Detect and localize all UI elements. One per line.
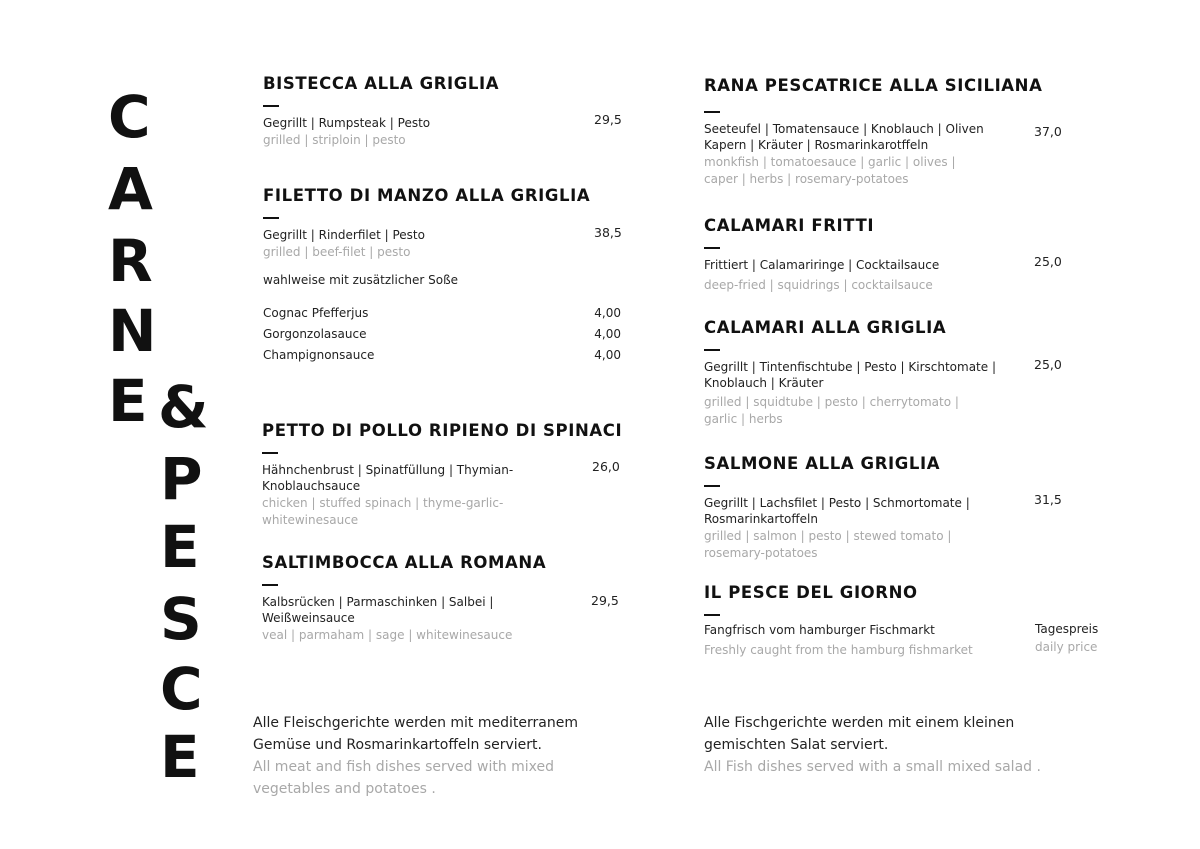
dish-description: Gegrillt | Rinderfilet | Pesto (263, 228, 425, 242)
note-line-en: vegetables and potatoes . (253, 781, 436, 797)
divider (263, 105, 279, 107)
dish-translation: grilled | beef-filet | pesto (263, 245, 411, 259)
dish-price: Tagespreis (1035, 622, 1099, 636)
divider (704, 247, 720, 249)
divider (262, 452, 278, 454)
dish-salmone (704, 454, 1064, 561)
note-line: Gemüse und Rosmarinkartoffeln serviert. (253, 737, 542, 753)
translation-line: monkfish | tomatoesauce | garlic | olives | (704, 155, 956, 169)
translation-line: chicken | stuffed spinach | thyme-garlic- (262, 496, 504, 510)
dish-price: 25,0 (1034, 254, 1062, 269)
divider (704, 614, 720, 616)
note-line: gemischten Salat serviert. (704, 737, 889, 753)
description-line: Rosmarinkartoffeln (704, 512, 818, 526)
dish-bistecca (263, 74, 623, 149)
dish-title: RANA PESCATRICE ALLA SICILIANA (704, 76, 1043, 95)
title-letter: C (160, 655, 203, 723)
dish-title: IL PESCE DEL GIORNO (704, 583, 918, 602)
sauce-price: 4,00 (594, 306, 621, 320)
dish-calamari-fritti (704, 216, 1064, 294)
dish-translation (262, 495, 622, 528)
dish-description (704, 359, 1064, 391)
dish-translation (704, 394, 1064, 427)
sauce-price: 4,00 (594, 348, 621, 362)
dish-description: Gegrillt | Rumpsteak | Pesto (263, 116, 431, 130)
dish-petto (262, 421, 622, 528)
divider (262, 584, 278, 586)
dish-price: 29,5 (591, 593, 619, 608)
dish-translation: Freshly caught from the hamburg fishmarket (704, 643, 973, 657)
fish-note (704, 712, 1084, 778)
dish-description (262, 462, 622, 494)
description-line: Gegrillt | Lachsfilet | Pesto | Schmortomate | (704, 496, 970, 510)
translation-line: grilled | squidtube | pesto | cherrytomato | (704, 395, 959, 409)
dish-price: 26,0 (592, 459, 620, 474)
description-line: Gegrillt | Tintenfischtube | Pesto | Kirschtomate | (704, 360, 996, 374)
dish-price-en: daily price (1035, 640, 1098, 654)
dish-title: PETTO DI POLLO RIPIENO DI SPINACI (262, 421, 623, 440)
note-line-en: All Fish dishes served with a small mixed salad . (704, 759, 1041, 775)
sauce-row (263, 327, 621, 341)
title-letter: E (160, 723, 200, 791)
dish-price: 37,0 (1034, 124, 1062, 139)
title-letter: E (160, 513, 200, 581)
dish-price: 38,5 (594, 225, 622, 240)
dish-title: CALAMARI ALLA GRIGLIA (704, 318, 947, 337)
dish-translation: deep-fried | squidrings | cocktailsauce (704, 278, 933, 292)
title-letter: & (158, 373, 209, 441)
divider (263, 217, 279, 219)
dish-title: CALAMARI FRITTI (704, 216, 875, 235)
title-letter: E (108, 367, 148, 435)
sauce-name: Cognac Pfefferjus (263, 306, 369, 320)
divider (704, 349, 720, 351)
dish-title: SALTIMBOCCA ALLA ROMANA (262, 553, 547, 572)
sauce-name: Champignonsauce (263, 348, 375, 362)
note-line: Alle Fleischgerichte werden mit mediterranem (253, 715, 578, 731)
dish-description: Fangfrisch vom hamburger Fischmarkt (704, 623, 935, 637)
title-letter: S (160, 585, 202, 653)
translation-line: whitewinesauce (262, 512, 359, 527)
dish-calamari-griglia (704, 318, 1064, 427)
description-line: Knoblauchsauce (262, 479, 361, 493)
dish-translation: veal | parmaham | sage | whitewinesauce (262, 628, 513, 642)
title-letter: R (108, 227, 153, 295)
title-letter: A (108, 155, 153, 223)
description-line: Weißweinsauce (262, 611, 355, 625)
description-line: Kalbsrücken | Parmaschinken | Salbei | (262, 595, 494, 609)
divider (704, 485, 720, 487)
dish-filetto (263, 186, 623, 261)
title-letter: C (108, 83, 151, 151)
title-letter: P (160, 445, 203, 513)
dish-title: FILETTO DI MANZO ALLA GRIGLIA (263, 186, 591, 205)
divider (704, 111, 720, 113)
meat-note (253, 712, 613, 800)
note-line: Alle Fischgerichte werden mit einem kleinen (704, 715, 1015, 731)
dish-translation: grilled | striploin | pesto (263, 133, 406, 147)
description-line: Knoblauch | Kräuter (704, 376, 824, 390)
title-letter: N (108, 297, 157, 365)
dish-translation (704, 154, 1064, 187)
sauce-row (263, 306, 621, 320)
dish-pesce-giorno (704, 583, 1034, 659)
translation-line: garlic | herbs (704, 411, 783, 426)
translation-line: grilled | salmon | pesto | stewed tomato | (704, 529, 952, 543)
description-line: Hähnchenbrust | Spinatfüllung | Thymian- (262, 463, 514, 477)
sauce-name: Gorgonzolasauce (263, 327, 367, 341)
dish-description (262, 594, 622, 626)
dish-translation (704, 528, 1064, 561)
option-note: wahlweise mit zusätzlicher Soße (263, 273, 459, 287)
dish-saltimbocca (262, 553, 622, 644)
dish-description (704, 495, 1064, 527)
dish-title: BISTECCA ALLA GRIGLIA (263, 74, 500, 93)
dish-description (704, 121, 1064, 153)
description-line: Kapern | Kräuter | Rosmarinkarotffeln (704, 138, 929, 152)
description-line: Seeteufel | Tomatensauce | Knoblauch | Oliven (704, 122, 984, 136)
dish-price: 29,5 (594, 112, 622, 127)
sauce-price: 4,00 (594, 327, 621, 341)
translation-line: rosemary-potatoes (704, 545, 818, 560)
dish-description: Frittiert | Calamariringe | Cocktailsauce (704, 258, 940, 272)
note-line-en: All meat and fish dishes served with mixed (253, 759, 555, 775)
dish-price: 31,5 (1034, 492, 1062, 507)
dish-price: 25,0 (1034, 357, 1062, 372)
dish-rana (704, 76, 1064, 187)
translation-line: caper | herbs | rosemary-potatoes (704, 171, 909, 186)
sauce-row (263, 348, 621, 362)
dish-title: SALMONE ALLA GRIGLIA (704, 454, 941, 473)
